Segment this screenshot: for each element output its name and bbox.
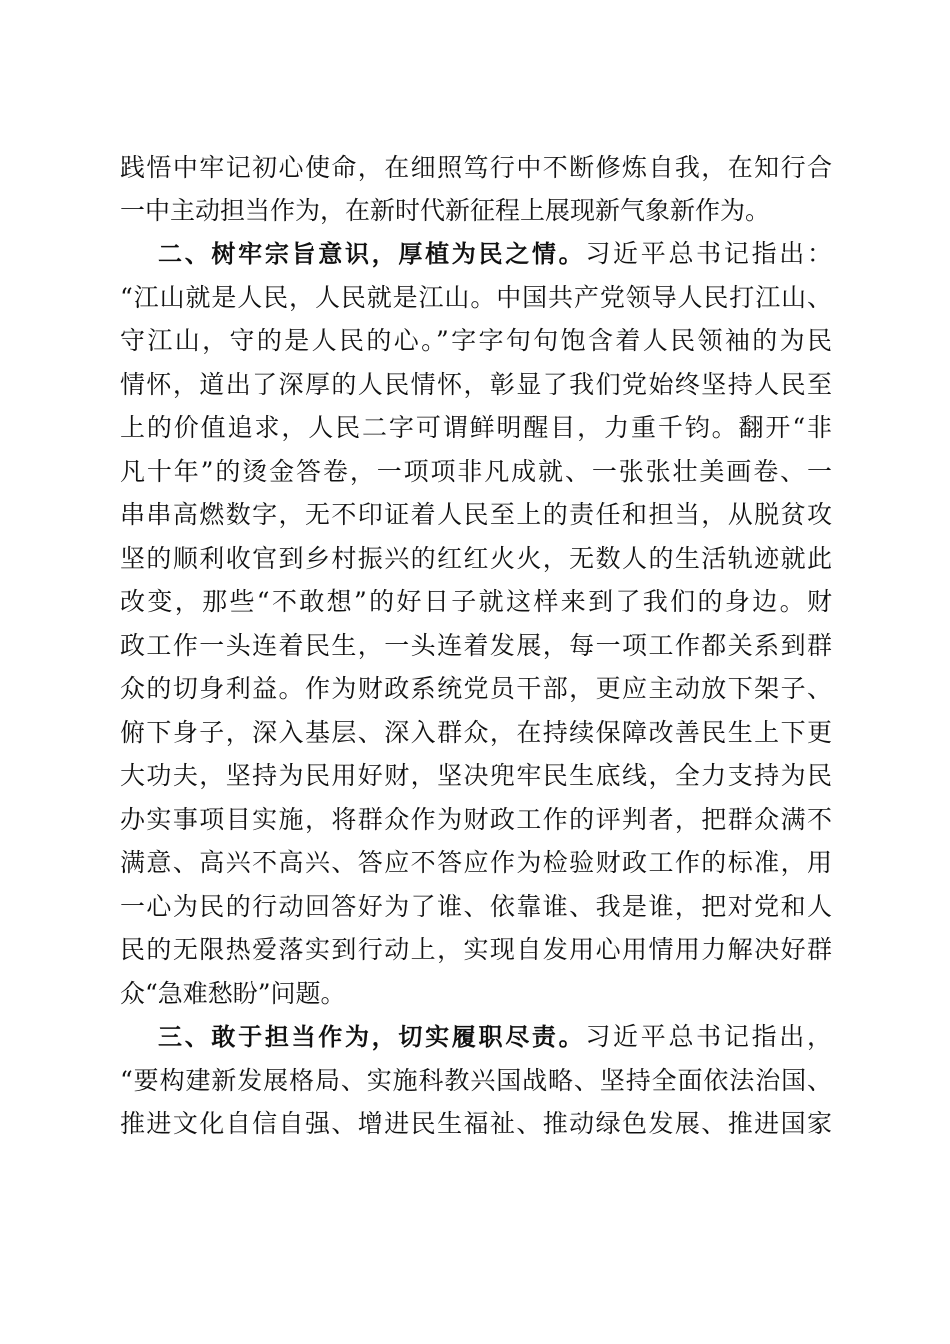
text-line: 守江山，守的是人民的心。”字字句句饱含着人民领袖的为民 [120, 326, 832, 355]
text-line: 推进文化自信自强、增进民生福祉、推动绿色发展、推进国家 [120, 1109, 832, 1138]
text-line: 众的切身利益。作为财政系统党员干部，更应主动放下架子、 [120, 674, 832, 703]
text-line: 坚的顺利收官到乡村振兴的红红火火，无数人的生活轨迹就此 [120, 544, 832, 573]
text-line: 上的价值追求，人民二字可谓鲜明醒目，力重千钧。翻开“非 [120, 413, 832, 442]
text-line: 俯下身子，深入基层、深入群众，在持续保障改善民生上下更 [120, 718, 832, 747]
section-2-lead: 习近平总书记指出： [585, 239, 832, 268]
text-line: 众“急难愁盼”问题。 [120, 979, 346, 1008]
text-line: 一心为民的行动回答好为了谁、依靠谁、我是谁，把对党和人 [120, 892, 832, 921]
text-line: “江山就是人民，人民就是江山。中国共产党领导人民打江山、 [120, 283, 832, 312]
text-line: 满意、高兴不高兴、答应不答应作为检验财政工作的标准，用 [120, 848, 832, 877]
text-line: 串串高燃数字，无不印证着人民至上的责任和担当，从脱贫攻 [120, 500, 832, 529]
section-3-heading: 三、敢于担当作为，切实履职尽责。 [158, 1023, 586, 1051]
text-line: 凡十年”的烫金答卷，一项项非凡成就、一张张壮美画卷、一 [120, 457, 832, 486]
text-line: “要构建新发展格局、实施科教兴国战略、坚持全面依法治国、 [120, 1066, 832, 1095]
text-line: 情怀，道出了深厚的人民情怀，彰显了我们党始终坚持人民至 [120, 370, 832, 399]
section-3-paragraph-start [158, 1017, 832, 1057]
text-line: 民的无限热爱落实到行动上，实现自发用心用情用力解决好群 [120, 935, 832, 964]
text-line: 改变，那些“不敢想”的好日子就这样来到了我们的身边。财 [120, 587, 832, 616]
text-line: 践悟中牢记初心使命，在细照笃行中不断修炼自我，在知行合 [120, 153, 832, 182]
text-line: 政工作一头连着民生，一头连着发展，每一项工作都关系到群 [120, 631, 832, 660]
text-line: 大功夫，坚持为民用好财，坚决兜牢民生底线，全力支持为民 [120, 761, 832, 790]
section-3-lead: 习近平总书记指出， [585, 1022, 832, 1051]
text-line: 一中主动担当作为，在新时代新征程上展现新气象新作为。 [120, 196, 771, 225]
text-line: 办实事项目实施，将群众作为财政工作的评判者，把群众满不 [120, 805, 832, 834]
section-2-paragraph-start [158, 234, 832, 274]
section-2-heading: 二、树牢宗旨意识，厚植为民之情。 [158, 240, 586, 268]
